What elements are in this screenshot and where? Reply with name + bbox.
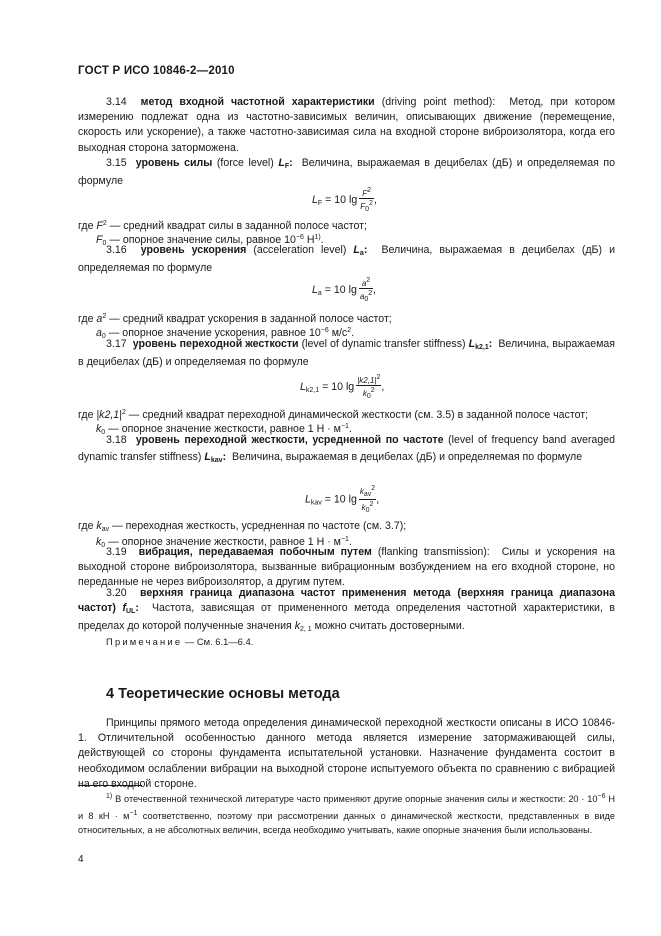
- definition-F2: где $F^2$ — средний квадрат силы в заданной полосе частот;: [78, 220, 367, 232]
- definition-a0: $a_0$ — опорное значение ускорения, равное $10^{-6}$ $м/с^2$.: [96, 327, 355, 340]
- definition-k0-avg: $k_0$ — опорное значение жесткости, равное 1 $Н \cdot м^{-1}$.: [96, 536, 352, 549]
- clause-3-17: 3.17 уровень переходной жесткости (level of dynamic transfer stiffness) $L_{k2,1}$: Величина, выражаемая в децибелах (дБ) и определяемая по формуле: [78, 338, 616, 369]
- footnote: $^{1)}$ В отечественной технической литературе часто применяют другие опорные значения силы и жесткости: $20 \cdot 10^{-6}$ Н и 8 кН · $м^{-1}$ соответственно, поэтому при рассмотрении данных о динамической жесткости, представленных в виде относительных, а не абсолютных величин, всегда необходимо учитывать, какие опорные значения были использованы.: [78, 793, 615, 835]
- definition-kav: где $k_{av}$ — переходная жесткость, усредненная по частоте (см. 3.7);: [78, 520, 407, 533]
- clause-3-16: 3.16 уровень ускорения (acceleration level) $L_a$: Величина, выражаемая в децибелах (дБ) и определяемая по формуле: [78, 244, 615, 275]
- definition-F0: $F_0$ — опорное значение силы, равное $10^{-6}$ $Н^{1)}$.: [96, 234, 324, 247]
- note: Примечание — См. 6.1—6.4.: [106, 636, 254, 647]
- page-number: 4: [78, 854, 84, 865]
- clause-3-18: 3.18 уровень переходной жесткости, усредненной по частоте (level of frequency band averaged dynamic transfer stiffness) $L_{kav}$: Величина, выражаемая в децибелах (дБ) и определяемая по формуле: [78, 434, 616, 464]
- page-header: ГОСТ Р ИСО 10846-2—2010: [78, 65, 235, 77]
- clause-3-15: 3.15 уровень силы (force level) $L_F$: Величина, выражаемая в децибелах (дБ) и определяемая по формуле: [78, 157, 615, 188]
- clause-3-20: 3.20 верхняя граница диапазона частот применения метода (верхняя граница диапазона частот) $f_{UL}$: Частота, зависящая от примененного метода определения частотной характеристики, в пределах до которой полученные значения $k_{2, 1}$ можно считать достоверными.: [78, 587, 616, 634]
- term: метод входной частотной характеристики: [140, 96, 375, 108]
- footnote-divider: [78, 785, 142, 786]
- section-4-title: 4 Теоретические основы метода: [106, 686, 340, 702]
- section-4-text: Принципы прямого метода определения динамической переходной жесткости описаны в ИСО 10846-1. Отличительной особенностью данного метода является измерение затормаживающей силы, действующей со стороны фундамента испытательной установки. Назначение фундамента состоит в необходимом ослаблении вибрации на выходной стороне испытуемого объекта по сравнению с вибрацией на его входной стороне.: [78, 717, 615, 790]
- formula-acceleration-level: $L_a = 10$ lg $\frac{a2}{a02}$ ,: [312, 277, 377, 303]
- clause-3-14: 3.14 метод входной частотной характеристики (driving point method): Метод, при котором измерению подлежат одна из частотно-зависимых величин, описывающих движение (перемещение, скорость или ускорение), а также частотно-зависимая сила на входной стороне виброизолятора, когда его выходная сторона заторможена.: [78, 96, 616, 154]
- definition-k21: где $|k2,1|^2$ — средний квадрат переходной динамической жесткости (см. 3.5) в заданной полосе частот;: [78, 409, 589, 421]
- formula-force-level: $L_F = 10$ lg $\frac{F2}{F02}$ ,: [312, 187, 377, 213]
- definition-a2: где $a^2$ — средний квадрат ускорения в заданной полосе частот;: [78, 313, 392, 325]
- clause-3-19: 3.19 вибрация, передаваемая побочным путем (flanking transmission): Силы и ускорения на выходной стороне виброизолятора, вызванные вибрационным возбуждением на его входной стороне, но переданные не через виброизолятор, а другим путем.: [78, 546, 616, 589]
- formula-transfer-stiffness-level: $L_{k2,1} = 10$ lg $\frac{|k2,1|2}{k02}$ ,: [300, 374, 385, 400]
- formula-averaged-stiffness-level: $L_{kav} = 10$ lg $\frac{\text{kav2}}{k02}$ ,: [305, 485, 380, 514]
- definition-k0: $k_0$ — опорное значение жесткости, равное 1 $Н \cdot м^{-1}$.: [96, 423, 352, 436]
